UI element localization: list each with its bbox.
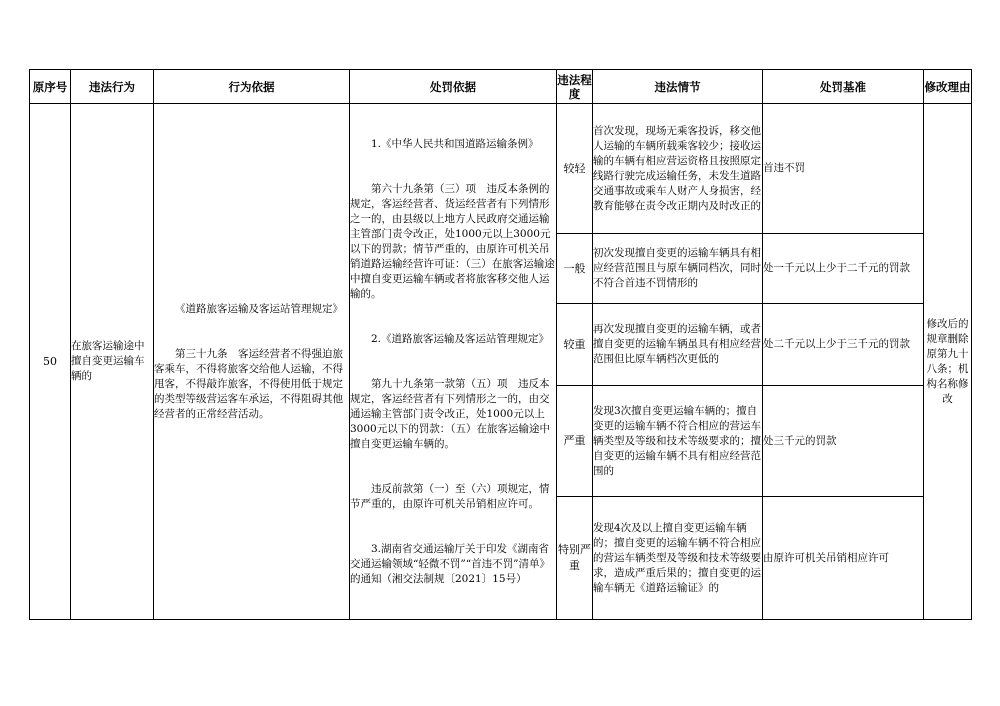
header-plot: 违法情节	[593, 70, 763, 104]
plot-cell: 首次发现，现场无乘客投诉，移交他人运输的车辆所载乘客较少；接收运输的车辆有相应营运资格且按照原定线路行驶完成运输任务，未发生道路交通事故或乘车人财产人身损害，经教育能够在责令改正期内及时改正的	[593, 104, 763, 234]
degree-cell: 一般	[557, 234, 593, 304]
header-row	[30, 70, 972, 104]
penalty-basis-2-extra: 违反前款第（一）至（六）项规定，情节严重的，由原许可机关吊销相应许可。	[350, 482, 550, 510]
degree-cell: 较轻	[557, 104, 593, 234]
penalty-basis	[350, 104, 557, 620]
plot-cell: 初次发现擅自变更的运输车辆具有相应经营范围且与原车辆同档次，同时不符合首违不罚情形的	[593, 234, 763, 304]
degree-cell: 严重	[557, 386, 593, 497]
penalty-basis-2-title: 2.《道路旅客运输及客运站管理规定》	[371, 332, 550, 345]
header-basis: 行为依据	[154, 70, 350, 104]
plot-cell: 发现3次擅自变更运输车辆的；擅自变更的运输车辆不符合相应的营运车辆类型及等级和技术等级要求的；擅自变更的运输车辆不具有相应经营范围的	[593, 386, 763, 497]
header-reason: 修改理由	[924, 70, 972, 104]
plot-cell: 再次发现擅自变更的运输车辆，或者擅自变更的运输车辆虽具有相应经营范围但比原车辆档次更低的	[593, 304, 763, 386]
act-basis-text: 第三十九条 客运经营者不得强迫旅客乘车，不得将旅客交给他人运输，不得甩客，不得敲诈旅客，不得使用低于规定的类型等级营运客车承运，不得阻碍其他经营者的正常经营活动。	[154, 347, 343, 420]
row-number: 50	[30, 104, 71, 620]
standard-cell: 首违不罚	[763, 104, 924, 234]
table-row	[30, 104, 972, 234]
header-act: 违法行为	[71, 70, 154, 104]
penalty-basis-1-title: 1.《中华人民共和国道路运输条例》	[371, 137, 539, 150]
violation-act: 在旅客运输途中擅自变更运输车辆的	[71, 104, 154, 620]
penalty-basis-3: 3.湖南省交通运输厅关于印发《湖南省交通运输领域“轻微不罚”“首违不罚”清单》的通知（湘交法制规〔2021〕15号）	[350, 542, 550, 585]
plot-cell: 发现4次及以上擅自变更运输车辆的；擅自变更的运输车辆不符合相应的营运车辆类型及等级和技术等级要求，造成严重后果的；擅自变更的运输车辆无《道路运输证》的	[593, 497, 763, 620]
penalty-basis-2-text: 第九十九条第一款第（五）项 违反本规定，客运经营者有下列情形之一的，由交通运输主管部门责令改正，处1000元以上3000元以下的罚款：（五）在旅客运输途中擅自变更运输车辆的。	[350, 377, 550, 450]
modification-reason: 修改后的规章删除原第九十八条；机构名称修改	[924, 104, 972, 620]
standard-cell: 处三千元的罚款	[763, 386, 924, 497]
act-basis-title: 《道路旅客运输及客运站管理规定》	[175, 302, 343, 315]
header-penalty-basis: 处罚依据	[350, 70, 557, 104]
header-degree: 违法程度	[557, 70, 593, 104]
header-no: 原序号	[30, 70, 71, 104]
standard-cell: 由原许可机关吊销相应许可	[763, 497, 924, 620]
standard-cell: 处二千元以上少于三千元的罚款	[763, 304, 924, 386]
standard-cell: 处一千元以上少于二千元的罚款	[763, 234, 924, 304]
penalty-basis-1-text: 第六十九条第（三）项 违反本条例的规定，客运经营者、货运经营者有下列情形之一的，由县级以上地方人民政府交通运输主管部门责令改正，处1000元以上3000元以下的罚款；情节严重的，由原许可机关吊销道路运输经营许可证：（三）在旅客运输途中擅自变更运输车辆或者将旅客移交他人运输的。	[350, 182, 555, 300]
act-basis	[154, 104, 350, 620]
penalty-table	[29, 69, 972, 620]
degree-cell: 特别严重	[557, 497, 593, 620]
degree-cell: 较重	[557, 304, 593, 386]
header-standard: 处罚基准	[763, 70, 924, 104]
